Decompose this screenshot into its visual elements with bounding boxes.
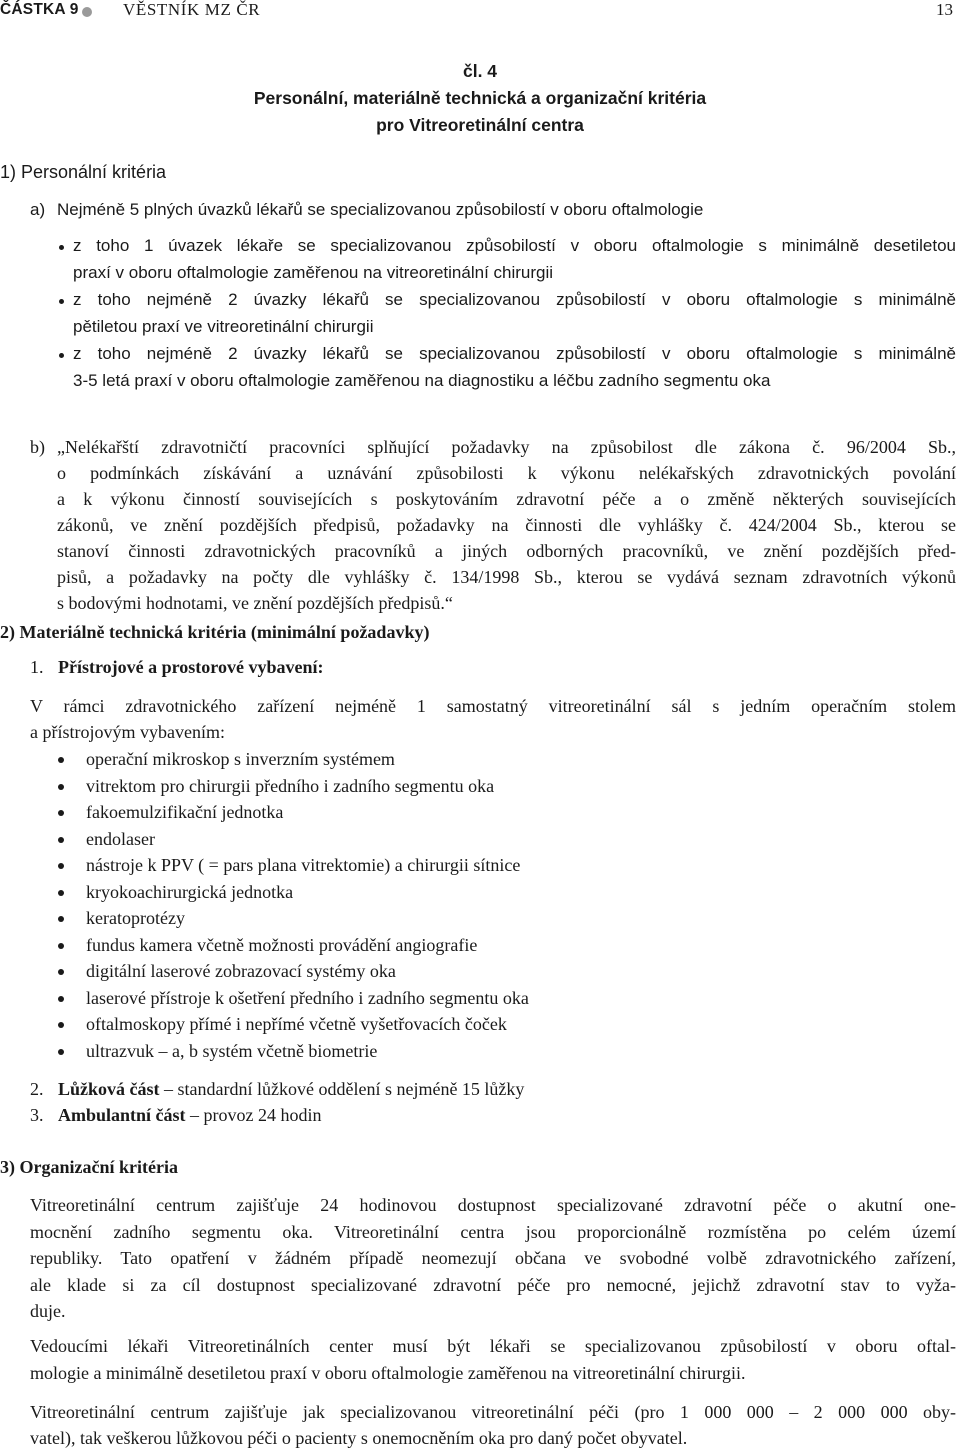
org-paragraph-line: Vitreoretinální centrum zajišťuje 24 hodinovou dostupnost specializované zdravotní péče o akutní one- xyxy=(30,1195,956,1215)
org-paragraph-line: mologie a minimálně desetiletou praxí v oboru oftalmologie zaměřenou na vitreoretinální chirurgii. xyxy=(30,1363,746,1383)
header-journal: VĚSTNÍK MZ ČR xyxy=(123,0,261,19)
equipment-item: vitrektom pro chirurgii předního i zadního segmentu oka xyxy=(86,776,495,796)
material-item-3 xyxy=(58,1105,322,1126)
staff-bullet-3-line1: z toho nejméně 2 úvazky lékařů se specializovanou způsobilostí v oboru oftalmologie s minimálně xyxy=(73,344,956,363)
equipment-item: oftalmoskopy přímé i nepřímé včetně vyšetřovacích čoček xyxy=(86,1014,507,1034)
article-subtitle: pro Vitreoretinální centra xyxy=(376,115,584,135)
equipment-item: kryokoachirurgická jednotka xyxy=(86,882,294,902)
page-header xyxy=(0,0,960,22)
bullet-dot xyxy=(58,757,64,763)
staff-bullet-2-line2: pětiletou praxí ve vitreoretinální chirurgii xyxy=(73,317,374,336)
material-item-2-title: Lůžková část xyxy=(58,1079,160,1099)
equipment-item: ultrazvuk – a, b systém včetně biometrie xyxy=(86,1041,378,1061)
item-a-text: Nejméně 5 plných úvazků lékařů se specializovanou způsobilostí v oboru oftalmologie xyxy=(57,200,704,219)
bullet-dot xyxy=(58,890,64,896)
header-separator-dot xyxy=(82,7,92,17)
item-b-line: stanoví činnosti zdravotnických pracovníků a jiných odborných pracovníků, ve znění pozdějších před- xyxy=(57,541,956,561)
article-number: čl. 4 xyxy=(462,61,498,81)
equipment-item: operační mikroskop s inverzním systémem xyxy=(86,749,395,769)
page-number: 13 xyxy=(936,0,953,19)
bullet-dot xyxy=(58,996,64,1002)
item-b-line: „Nelékařští zdravotničtí pracovníci splňující požadavky na způsobilost dle zákona č. 96/2004 Sb., xyxy=(57,437,956,457)
org-paragraph-line: ale klade si za cíl dostupnost specializované zdravotní péče pro nemocné, jejichž zdravotní stav to vyža- xyxy=(30,1275,956,1295)
material-item-3-title: Ambulantní část xyxy=(58,1105,186,1125)
item-b-line: zákonů, ve znění pozdějších předpisů, požadavky na činnosti dle vyhlášky č. 424/2004 Sb., kterou se xyxy=(57,515,956,535)
staff-bullet-1-line2: praxí v oboru oftalmologie zaměřenou na vitreoretinální chirurgii xyxy=(73,263,554,282)
equipment-item: nástroje k PPV ( = pars plana vitrektomie) a chirurgii sítnice xyxy=(86,855,521,875)
org-paragraph-line: Vedoucími lékaři Vitreoretinálních center musí být lékaři se specializovanou způsobilostí v oboru oftal- xyxy=(30,1336,956,1356)
material-item-2-number: 2. xyxy=(30,1079,44,1099)
staff-bullet-3-line2: 3-5 letá praxí v oboru oftalmologie zaměřenou na diagnostiku a léčbu zadního segmentu oka xyxy=(73,371,771,390)
equipment-item: endolaser xyxy=(86,829,155,849)
org-paragraph-line: mocnění zadního segmentu oka. Vitreoretinální centra jsou proporcionálně rozmístěna po celém území xyxy=(30,1222,956,1242)
staff-bullet-1-line1: z toho 1 úvazek lékaře se specializovanou způsobilostí v oboru oftalmologie s minimálně desetiletou xyxy=(73,236,956,255)
material-item-3-text: – provoz 24 hodin xyxy=(190,1105,322,1125)
section-heading-personal: 1) Personální kritéria xyxy=(0,162,167,182)
bullet-dot xyxy=(58,784,64,790)
org-paragraph-line: duje. xyxy=(30,1301,66,1321)
material-intro-line1: V rámci zdravotnického zařízení nejméně 1 samostatný vitreoretinální sál s jedním operačním stolem xyxy=(30,696,956,716)
item-b-line: pisů, a požadavky na počty dle vyhlášky č. 134/1998 Sb., kterou se vydává seznam zdravotních výkonů xyxy=(57,567,956,587)
article-title-line: Personální, materiálně technická a organizační kritéria xyxy=(253,88,707,108)
org-paragraph-line: Vitreoretinální centrum zajišťuje jak specializovanou vitreoretinální péči (pro 1 000 000 – 2 000 000 oby- xyxy=(30,1402,956,1422)
org-paragraph-line: republiky. Tato opatření v žádném případě neomezují občana ve svobodné volbě zdravotnického zařízení, xyxy=(30,1248,956,1268)
material-item-3-number: 3. xyxy=(30,1105,44,1125)
equipment-item: fundus kamera včetně možnosti provádění angiografie xyxy=(86,935,478,955)
bullet-dot xyxy=(58,916,64,922)
section-heading-organizational: 3) Organizační kritéria xyxy=(0,1157,178,1177)
item-a-label: a) xyxy=(30,200,46,219)
bullet-dot xyxy=(59,245,64,250)
bullet-dot xyxy=(58,837,64,843)
article-title xyxy=(0,58,960,139)
bullet-dot xyxy=(58,943,64,949)
equipment-item: digitální laserové zobrazovací systémy oka xyxy=(86,961,396,981)
staff-bullet-2-line1: z toho nejméně 2 úvazky lékařů se specializovanou způsobilostí v oboru oftalmologie s minimálně xyxy=(73,290,956,309)
item-b-label: b) xyxy=(30,437,45,457)
item-b-line: a k výkonu činností souvisejících s poskytováním zdravotní péče a o změně některých souvisejících xyxy=(57,489,956,509)
material-item-1-number: 1. xyxy=(30,657,44,677)
bullet-dot xyxy=(58,1049,64,1055)
bullet-dot xyxy=(58,810,64,816)
bullet-dot xyxy=(58,863,64,869)
material-item-1-title: Přístrojové a prostorové vybavení: xyxy=(58,657,324,677)
material-item-2 xyxy=(58,1079,524,1100)
equipment-item: keratoprotézy xyxy=(86,908,185,928)
item-b-line: o podmínkách získávání a uznávání způsobilosti k výkonu nelékařských zdravotnických povolání xyxy=(57,463,956,483)
equipment-item: laserové přístroje k ošetření předního i zadního segmentu oka xyxy=(86,988,529,1008)
header-section: ČÁSTKA 9 xyxy=(0,1,79,18)
equipment-item: fakoemulzifikační jednotka xyxy=(86,802,284,822)
bullet-dot xyxy=(58,969,64,975)
material-intro-line2: a přístrojovým vybavením: xyxy=(30,722,225,742)
bullet-dot xyxy=(59,299,64,304)
section-heading-material: 2) Materiálně technická kritéria (minimální požadavky) xyxy=(0,622,430,642)
material-item-2-text: – standardní lůžkové oddělení s nejméně 15 lůžky xyxy=(164,1079,525,1099)
bullet-dot xyxy=(59,353,64,358)
bullet-dot xyxy=(58,1022,64,1028)
org-paragraph-line: vatel), tak veškerou lůžkovou péči o pacienty s onemocněním oka pro daný počet obyvatel. xyxy=(30,1428,688,1448)
item-b-line: s bodovými hodnotami, ve znění pozdějších předpisů.“ xyxy=(57,593,453,613)
